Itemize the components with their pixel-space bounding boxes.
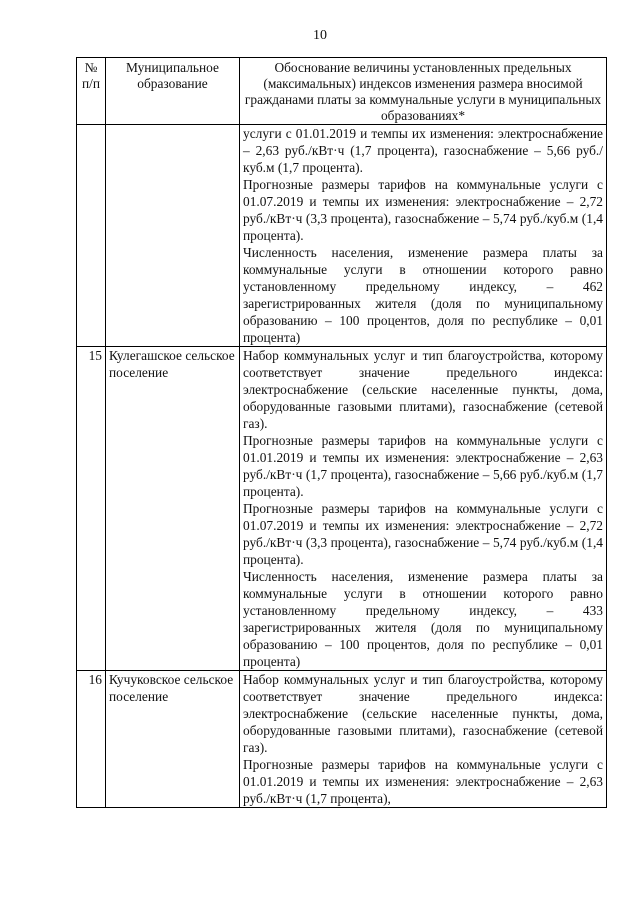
row-number: 15 xyxy=(77,347,106,671)
table-row xyxy=(77,125,607,347)
paragraph: Численность населения, изменение размера платы за коммунальные услуги в отношении которого равно установленному предельному индексу, – 462 зарегистрированных жителя (доля по муниципальному образованию – 100 процентов, доля по республике – 0,01 процента) xyxy=(243,245,603,345)
row-justification xyxy=(240,347,607,671)
row-number: 16 xyxy=(77,671,106,808)
row-justification xyxy=(240,671,607,808)
table-row xyxy=(77,671,607,808)
header-municipality: Муниципальное образование xyxy=(106,58,240,125)
paragraph: Прогнозные размеры тарифов на коммунальные услуги с 01.01.2019 и темпы их изменения: электроснабжение – 2,63 руб./кВт·ч (1,7 процента), xyxy=(243,757,603,806)
paragraph: Прогнозные размеры тарифов на коммунальные услуги с 01.01.2019 и темпы их изменения: электроснабжение – 2,63 руб./кВт·ч (1,7 процента), газоснабжение – 5,66 руб./куб.м (1,7 процента). xyxy=(243,433,603,499)
row-number xyxy=(77,125,106,347)
paragraph: Прогнозные размеры тарифов на коммунальные услуги с 01.07.2019 и темпы их изменения: электроснабжение – 2,72 руб./кВт·ч (3,3 процента), газоснабжение – 5,74 руб./куб.м (1,4 процента). xyxy=(243,501,603,567)
paragraph: Набор коммунальных услуг и тип благоустройства, которому соответствует значение предельного индекса: электроснабжение (сельские населенные пункты, дома, оборудованные газовыми плитами), газоснабжение (сетевой газ). xyxy=(243,672,603,755)
row-justification xyxy=(240,125,607,347)
tariff-table xyxy=(76,57,607,808)
header-justification: Обоснование величины установленных предельных (максимальных) индексов изменения размера вносимой гражданами платы за коммунальные услуги в муниципальных образованиях* xyxy=(240,58,607,125)
paragraph: Прогнозные размеры тарифов на коммунальные услуги с 01.07.2019 и темпы их изменения: электроснабжение – 2,72 руб./кВт·ч (3,3 процента), газоснабжение – 5,74 руб./куб.м (1,4 процента). xyxy=(243,177,603,243)
paragraph: услуги с 01.01.2019 и темпы их изменения: электроснабжение – 2,63 руб./кВт·ч (1,7 процента), газоснабжение – 5,66 руб./куб.м (1,7 процента). xyxy=(243,126,603,175)
table-row xyxy=(77,347,607,671)
paragraph: Численность населения, изменение размера платы за коммунальные услуги в отношении которого равно установленному предельному индексу, – 433 зарегистрированных жителя (доля по муниципальному образованию – 100 процентов, доля по республике – 0,01 процента) xyxy=(243,569,603,669)
table-header-row xyxy=(77,58,607,125)
row-municipality: Кулегашское сельское поселение xyxy=(106,347,240,671)
paragraph: Набор коммунальных услуг и тип благоустройства, которому соответствует значение предельного индекса: электроснабжение (сельские населенные пункты, дома, оборудованные газовыми плитами), газоснабжение (сетевой газ). xyxy=(243,348,603,431)
row-municipality xyxy=(106,125,240,347)
row-municipality: Кучуковское сельское поселение xyxy=(106,671,240,808)
page-number: 10 xyxy=(313,28,327,43)
header-num: № п/п xyxy=(77,58,106,125)
